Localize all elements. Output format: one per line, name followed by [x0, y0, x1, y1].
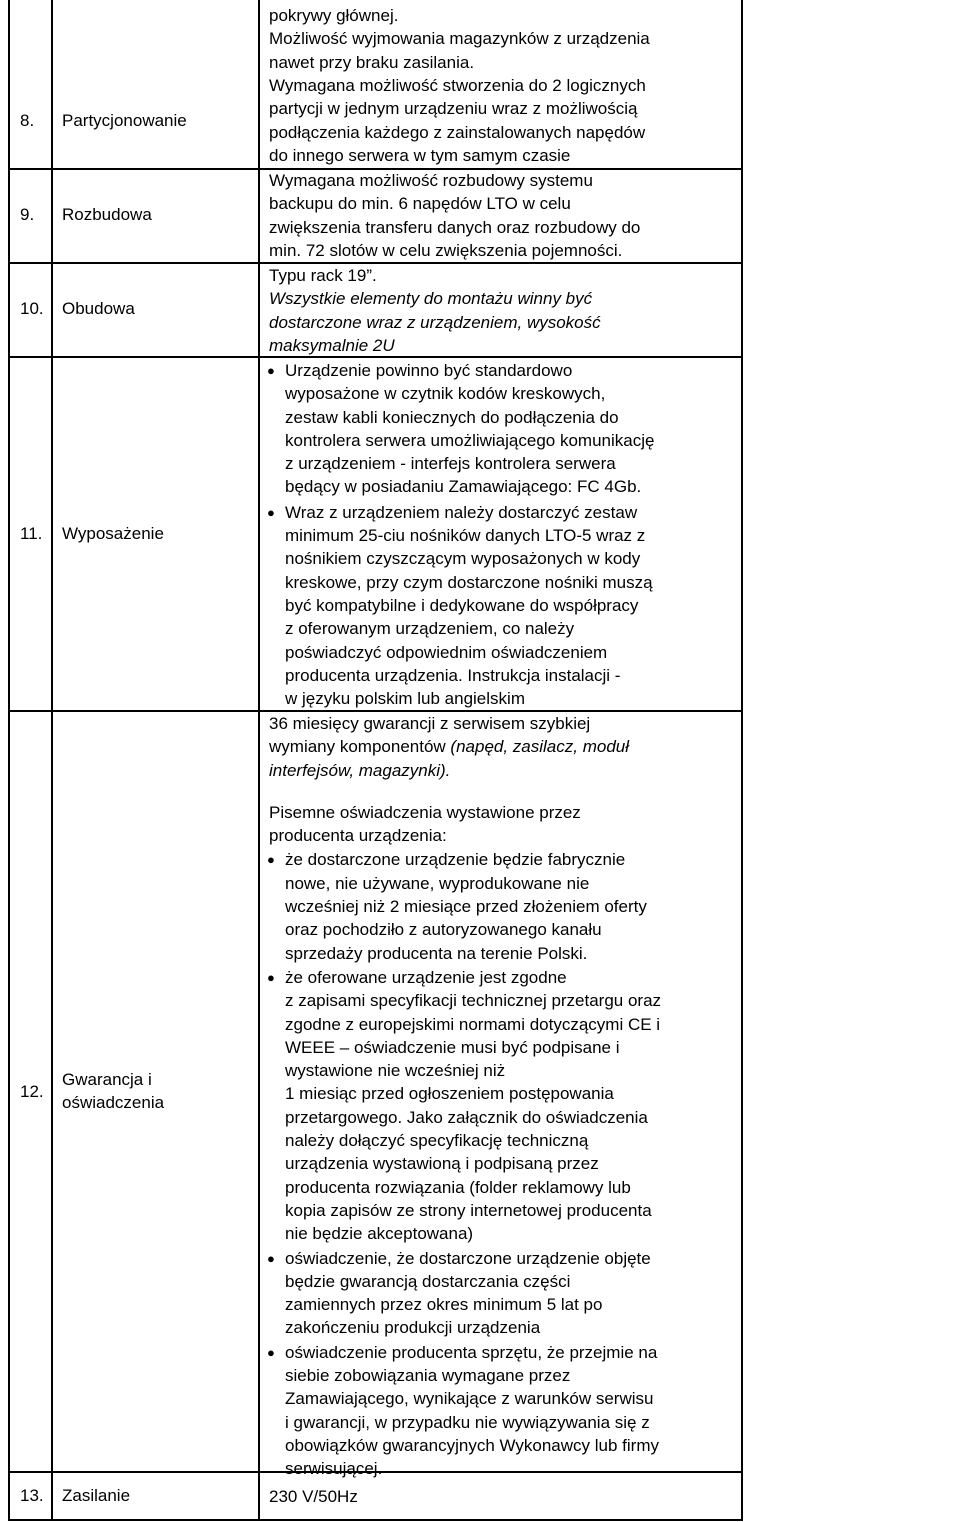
row-9-name: Rozbudowa — [62, 205, 152, 224]
text-line: serwisującej. — [285, 1459, 383, 1479]
text-line: w języku polskim lub angielskim — [285, 689, 525, 709]
text-line: 230 V/50Hz — [269, 1487, 358, 1506]
text-line: być kompatybilne i dedykowane do współpracy — [285, 595, 639, 615]
text-line: Typu rack 19”. — [269, 266, 377, 285]
text-line: urządzenia wystawioną i podpisaną przez — [285, 1154, 599, 1174]
list-item — [269, 1247, 739, 1340]
text-line: siebie zobowiązania wymagane przez — [285, 1366, 571, 1386]
text-line: oświadczenie producenta sprzętu, że przejmie na — [285, 1342, 658, 1362]
row-13-description — [269, 1485, 739, 1508]
row-13-number: 13. — [20, 1486, 44, 1505]
list-item — [269, 848, 739, 964]
text-line: z zapisami specyfikacji technicznej przetargu oraz — [285, 991, 662, 1011]
text-line: wymiany komponentów (napęd, zasilacz, moduł — [269, 737, 630, 757]
text-line: że dostarczone urządzenie będzie fabrycznie — [285, 850, 626, 870]
text-line: nośnikiem czyszczącym wyposażonych w kody — [285, 549, 641, 569]
row-8-name: Partycjonowanie — [62, 111, 187, 130]
row-0-description — [269, 4, 739, 74]
text-line: podłączenia każdego z zainstalowanych napędów — [269, 122, 646, 142]
text-line: zakończeniu produkcji urządzenia — [285, 1318, 541, 1338]
text-line: Możliwość wyjmowania magazynków z urządzenia — [269, 29, 650, 49]
list-item — [269, 359, 739, 499]
text-line: należy dołączyć specyfikację techniczną — [285, 1131, 589, 1151]
text-line: wcześniej niż 2 miesiące przed złożeniem oferty — [285, 897, 647, 917]
text-line: z oferowanym urządzeniem, co należy — [285, 619, 575, 639]
bullet-icon: ● — [267, 504, 275, 520]
bullet-icon: ● — [267, 1344, 275, 1360]
text-line: min. 72 slotów w celu zwiększenia pojemności. — [269, 240, 623, 260]
text-line: obowiązków gwarancyjnych Wykonawcy lub firmy — [285, 1435, 659, 1455]
text-line: kopia zapisów ze strony internetowej producenta — [285, 1200, 652, 1220]
text-line: oraz pochodziło z autoryzowanego kanału — [285, 920, 602, 940]
table-divider-number — [51, 0, 53, 1520]
row-11-name: Wyposażenie — [62, 524, 164, 543]
text-line: partycji w jednym urządzeniu wraz z możliwością — [269, 99, 638, 119]
text-line: nawet przy braku zasilania. — [269, 52, 475, 72]
text-line: Pisemne oświadczenia wystawione przez — [269, 802, 581, 822]
bullet-icon: ● — [267, 969, 275, 985]
text-line: nowe, nie używane, wyprodukowane nie — [285, 873, 590, 893]
text-line: wystawione nie wcześniej niż — [285, 1061, 506, 1081]
row-10-number: 10. — [20, 299, 44, 318]
list-item — [269, 966, 739, 1246]
text-line: 1 miesiąc przed ogłoszeniem postępowania — [285, 1084, 614, 1104]
text-line: sprzedaży producenta na terenie Polski. — [285, 943, 588, 963]
text-line: poświadczyć odpowiednim oświadczeniem — [285, 642, 608, 662]
list-item — [269, 501, 739, 711]
row-9-number: 9. — [20, 205, 35, 224]
table-border-right — [741, 0, 743, 1520]
row-8-number: 8. — [20, 111, 35, 130]
text-line: producenta urządzenia: — [269, 826, 447, 846]
row-12-name: Gwarancja i oświadczenia — [62, 1070, 165, 1113]
text-line: i gwarancji, w przypadku nie wywiązywania się z — [285, 1412, 650, 1432]
text-line: zestaw kabli koniecznych do podłączenia do — [285, 407, 619, 427]
table-border-bottom — [8, 1519, 743, 1521]
text-line: Zamawiającego, wynikające z warunków serwisu — [285, 1389, 654, 1409]
text-line: kontrolera serwera umożliwiającego komunikację — [285, 430, 655, 450]
text-line: oświadczenie, że dostarczone urządzenie objęte — [285, 1248, 651, 1268]
text-line: przetargowego. Jako załącznik do oświadczenia — [285, 1107, 648, 1127]
text-line: będący w posiadaniu Zamawiającego: FC 4Gb. — [285, 477, 642, 497]
row-10-name: Obudowa — [62, 299, 135, 318]
row-10-description — [269, 264, 739, 357]
text-line: backupu do min. 6 napędów LTO w celu — [269, 194, 571, 214]
text-line: producenta rozwiązania (folder reklamowy lub — [285, 1177, 631, 1197]
text-line: minimum 25-ciu nośników danych LTO-5 wraz z — [285, 526, 646, 546]
text-line: interfejsów, magazynki). — [269, 760, 451, 780]
text-line: Wymagana możliwość rozbudowy systemu — [269, 171, 593, 190]
text-line: zgodne z europejskimi normami dotyczącymi CE i — [285, 1014, 661, 1034]
list-item — [269, 1341, 739, 1481]
table-border-left — [8, 0, 10, 1520]
text-line: 36 miesięcy gwarancji z serwisem szybkiej — [269, 714, 591, 733]
text-line: że oferowane urządzenie jest zgodne — [285, 967, 567, 987]
bullet-icon: ● — [267, 1250, 275, 1266]
table-divider-name — [258, 0, 260, 1520]
row-13-name: Zasilanie — [62, 1486, 131, 1505]
text-line: będzie gwarancją dostarczania części — [285, 1271, 571, 1291]
text-line: zamiennych przez okres minimum 5 lat po — [285, 1295, 603, 1315]
text-line: kreskowe, przy czym dostarczone nośniki muszą — [285, 572, 653, 592]
row-12-description — [269, 712, 739, 1481]
text-line: Urządzenie powinno być standardowo — [285, 361, 573, 380]
text-line: zwiększenia transferu danych oraz rozbudowy do — [269, 217, 641, 237]
text-line: Wymagana możliwość stworzenia do 2 logicznych — [269, 76, 646, 95]
text-line: WEEE – oświadczenie musi być podpisane i — [285, 1037, 620, 1057]
row-12-number: 12. — [20, 1082, 44, 1101]
text-line: wyposażone w czytnik kodów kreskowych, — [285, 384, 606, 404]
row-8-description — [269, 74, 739, 167]
text-line: pokrywy głównej. — [269, 6, 399, 25]
text-line: producenta urządzenia. Instrukcja instalacji - — [285, 665, 621, 685]
text-line: Wraz z urządzeniem należy dostarczyć zestaw — [285, 502, 638, 522]
text-line: Wszystkie elementy do montażu winny być — [269, 289, 593, 309]
row-11-number: 11. — [20, 524, 43, 543]
row-11-description — [269, 359, 739, 710]
row-9-description — [269, 169, 739, 262]
bullet-icon: ● — [267, 363, 275, 378]
bullet-icon: ● — [267, 852, 275, 868]
text-line: maksymalnie 2U — [269, 335, 395, 355]
text-line: z urządzeniem - interfejs kontrolera serwera — [285, 454, 616, 474]
text-line: dostarczone wraz z urządzeniem, wysokość — [269, 312, 601, 332]
text-line: do innego serwera w tym samym czasie — [269, 145, 571, 165]
text-line: nie będzie akceptowana) — [285, 1224, 474, 1244]
